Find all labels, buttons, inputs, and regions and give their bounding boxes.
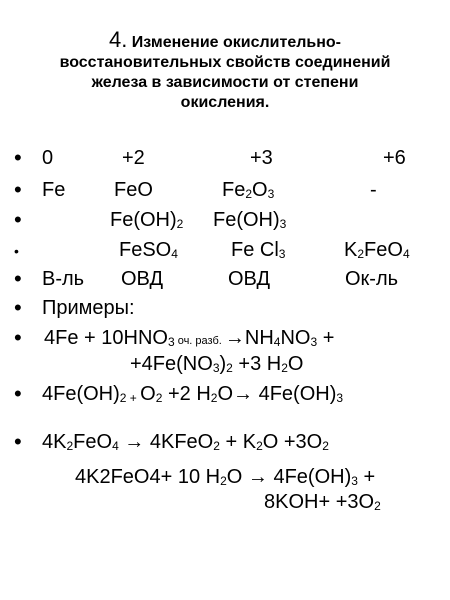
bullet-icon: • (14, 429, 22, 454)
role-oxidizer: Ок-ль (345, 268, 399, 290)
bullet-icon: • (14, 325, 22, 350)
equation-4-line-1 (0, 465, 450, 489)
equation-2-text: 4Fe(OH)2 + O2 +2 H2O→ 4Fe(OH)3 (42, 383, 344, 405)
equation-1-line-2 (0, 352, 450, 376)
equation-2 (0, 382, 450, 406)
equation-3-text: 4K2FeO4 → 4KFeO2 + K2O +3O2 (42, 431, 329, 453)
equation-4-cont: 8KOH+ +3O2 (264, 491, 381, 513)
ox-state-plus2: +2 (122, 147, 145, 169)
formula-k2feo4: K2FeO4 (344, 239, 410, 261)
equation-3 (0, 430, 450, 454)
examples-label: Примеры: (42, 297, 135, 319)
row-oxidation-states (0, 146, 450, 170)
title-number: 4. (108, 27, 128, 52)
slide-title (0, 27, 450, 113)
bullet-icon: • (14, 295, 22, 320)
equation-1-line-1 (0, 326, 450, 350)
equation-1-cont: +4Fe(NO3)2 +3 H2O (130, 353, 304, 375)
title-line-2: восстановительных свойств соединений (59, 54, 391, 71)
ox-state-plus3: +3 (250, 147, 273, 169)
formula-fecl3: Fe Cl3 (231, 239, 286, 261)
title-line-1 (0, 27, 450, 53)
bullet-icon: • (14, 243, 19, 259)
role-reducer: В-ль (42, 268, 85, 290)
formula-fe-oh-2: Fe(OH)2 (110, 209, 184, 231)
ox-state-plus6: +6 (383, 147, 406, 169)
row-hydroxides (0, 208, 450, 232)
formula-none: - (370, 179, 377, 201)
row-examples-label (0, 296, 450, 320)
formula-feso4: FeSO4 (119, 239, 178, 261)
title-line-4: окисления. (180, 94, 270, 111)
row-roles (0, 267, 450, 291)
role-ovd-2: ОВД (228, 268, 271, 290)
equation-4-text: 4K2FeO4+ 10 H2O → 4Fe(OH)3 + (75, 466, 376, 488)
title-text-1: Изменение окислительно- (131, 34, 342, 51)
bullet-icon: • (14, 207, 22, 232)
ox-state-0: 0 (42, 147, 54, 169)
bullet-icon: • (14, 177, 22, 202)
row-oxides (0, 178, 450, 202)
row-salts (0, 238, 450, 262)
bullet-icon: • (14, 381, 22, 406)
equation-1-text: 4Fe + 10HNO3 оч. разб. →NH4NO3 + (44, 327, 335, 349)
bullet-icon: • (14, 145, 22, 170)
formula-fe-oh-3: Fe(OH)3 (213, 209, 287, 231)
formula-fe: Fe (42, 179, 66, 201)
formula-fe2o3: Fe2O3 (222, 179, 275, 201)
formula-feo: FeO (114, 179, 153, 201)
role-ovd-1: ОВД (121, 268, 164, 290)
title-line-3: железа в зависимости от степени (91, 74, 359, 91)
bullet-icon: • (14, 266, 22, 291)
equation-4-line-2 (0, 490, 450, 514)
